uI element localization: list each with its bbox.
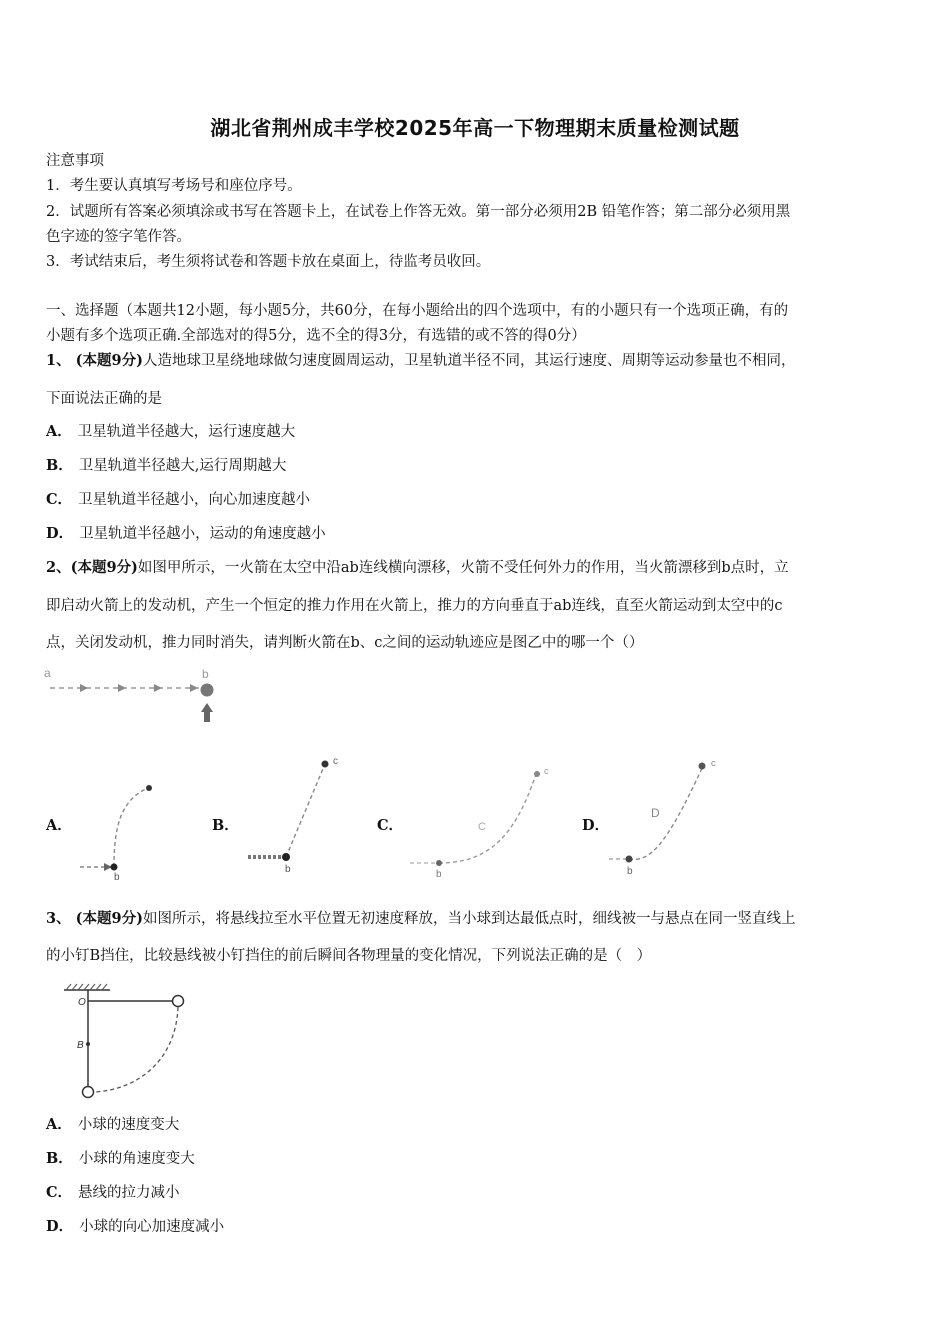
curve-label: D bbox=[651, 806, 660, 820]
point-c-label: c bbox=[333, 756, 338, 767]
thrust-arrow-icon bbox=[201, 703, 213, 722]
notice-item: 2．试题所有答案必须填涂或书写在答题卡上，在试卷上作答无效。第一部分必须用2B 铅笔作答；第二部分必须用黑 bbox=[46, 204, 791, 220]
nail-b bbox=[86, 1042, 90, 1046]
arrow-icon bbox=[190, 684, 198, 692]
point-c-label: c bbox=[544, 766, 549, 776]
option-letter: D． bbox=[46, 1218, 74, 1235]
question-1-option-d[interactable] bbox=[46, 524, 326, 544]
trajectory-line bbox=[286, 764, 325, 857]
section-instructions: 一、选择题（本题共12小题，每小题5分，共60分，在每小题给出的四个选项中，有的小题只有一个选项正确，有的 bbox=[46, 303, 789, 319]
question-2-number: 2、(本题9分) bbox=[46, 559, 138, 576]
point-b-label: b bbox=[114, 872, 120, 882]
notice-item: 色字迹的签字笔作答。 bbox=[46, 229, 191, 245]
question-3-text: 如图所示，将悬线拉至水平位置无初速度释放，当小球到达最低点时，细线被一与悬点在同一竖直线上 bbox=[142, 911, 796, 927]
option-letter: B． bbox=[46, 1150, 73, 1167]
curve-label: C bbox=[478, 821, 486, 833]
option-text: 卫星轨道半径越大，运行速度越大 bbox=[77, 424, 296, 440]
question-2-stem bbox=[46, 558, 908, 578]
point-a-label: a bbox=[44, 666, 51, 680]
question-3-number: 3、 (本题9分) bbox=[46, 910, 143, 927]
trajectory-d bbox=[605, 754, 725, 878]
question-3-option-a[interactable] bbox=[46, 1115, 179, 1135]
option-text: 悬线的拉力减小 bbox=[78, 1185, 180, 1201]
point-b-label: b bbox=[285, 864, 291, 875]
rocket-icon bbox=[201, 684, 214, 697]
option-text: 卫星轨道半径越大,运行周期越大 bbox=[78, 458, 287, 474]
trajectory-curve bbox=[439, 774, 536, 863]
question-3-stem-cont: 的小钉B挡住，比较悬线被小钉挡住的前后瞬间各物理量的变化情况，下列说法正确的是（ ） bbox=[46, 948, 652, 964]
question-1-option-c[interactable] bbox=[46, 490, 310, 510]
point-b-label: b bbox=[627, 866, 633, 877]
trajectory-curve bbox=[629, 766, 703, 859]
question-1-number: 1、 (本题9分) bbox=[46, 352, 143, 369]
point-b-marker bbox=[282, 853, 290, 861]
option-letter: C． bbox=[46, 1184, 73, 1201]
question-2-stem-cont: 点，关闭发动机，推力同时消失，请判断火箭在b、c之间的运动轨迹应是图乙中的哪一个（） bbox=[46, 635, 644, 651]
question-2-stem-cont: 即启动火箭上的发动机，产生一个恒定的推力作用在火箭上，推力的方向垂直于ab连线，直至火箭运动到太空中的c bbox=[46, 598, 783, 614]
question-2-option-c[interactable]: C． bbox=[377, 817, 404, 834]
point-b-marker bbox=[111, 864, 118, 871]
arrow-icon bbox=[118, 684, 126, 692]
question-1-stem-cont: 下面说法正确的是 bbox=[46, 391, 162, 407]
option-text: 卫星轨道半径越小，运动的角速度越小 bbox=[79, 526, 326, 542]
question-2-text: 如图甲所示，一火箭在太空中沿ab连线横向漂移，火箭不受任何外力的作用，当火箭漂移到b点时，立 bbox=[137, 560, 789, 576]
question-1-option-b[interactable] bbox=[46, 456, 286, 476]
option-letter: C． bbox=[46, 491, 73, 508]
question-2-option-b[interactable]: B． bbox=[212, 817, 239, 834]
option-letter: A． bbox=[46, 423, 72, 440]
ball-start bbox=[173, 996, 184, 1007]
question-1-stem bbox=[46, 351, 908, 371]
ball-bottom bbox=[83, 1087, 94, 1098]
point-c-marker bbox=[146, 785, 152, 791]
option-letter: B． bbox=[46, 457, 73, 474]
trajectory-b bbox=[244, 752, 344, 876]
notice-item: 1．考生要认真填写考场号和座位序号。 bbox=[46, 178, 302, 194]
point-b-label: B bbox=[77, 1040, 84, 1051]
point-c-label: c bbox=[711, 758, 716, 768]
arrow-icon bbox=[80, 684, 88, 692]
figure-rocket-drift bbox=[40, 662, 230, 728]
page-title: 湖北省荆州成丰学校2025年高一下物理期末质量检测试题 bbox=[210, 116, 740, 140]
point-o-label: O bbox=[78, 997, 86, 1008]
point-b-marker bbox=[626, 856, 633, 863]
trajectory-curve bbox=[114, 788, 148, 867]
notice-item: 3．考试结束后，考生须将试卷和答题卡放在桌面上，待监考员收回。 bbox=[46, 254, 491, 270]
figure-pendulum bbox=[58, 980, 198, 1104]
option-letter: D． bbox=[46, 525, 74, 542]
arrow-icon bbox=[154, 684, 162, 692]
swing-arc bbox=[94, 1007, 178, 1092]
question-1-text: 人造地球卫星绕地球做匀速度圆周运动，卫星轨道半径不同，其运行速度、周期等运动参量也不相同， bbox=[142, 353, 796, 369]
question-2-option-d[interactable]: D． bbox=[582, 817, 610, 834]
option-text: 卫星轨道半径越小，向心加速度越小 bbox=[78, 492, 311, 508]
point-b-marker bbox=[436, 860, 442, 866]
point-c-marker bbox=[534, 771, 540, 777]
point-b-label: b bbox=[436, 869, 442, 880]
point-b-label: b bbox=[202, 667, 209, 681]
question-3-stem bbox=[46, 909, 908, 929]
trajectory-a bbox=[76, 778, 176, 882]
notice-heading: 注意事项 bbox=[46, 153, 104, 169]
section-instructions: 小题有多个选项正确.全部选对的得5分，选不全的得3分，有选错的或不答的得0分） bbox=[46, 328, 586, 344]
question-1-option-a[interactable] bbox=[46, 422, 295, 442]
ceiling-hatch bbox=[66, 984, 107, 990]
question-2-option-a[interactable]: A． bbox=[46, 817, 72, 834]
option-letter: A． bbox=[46, 1116, 72, 1133]
question-3-option-c[interactable] bbox=[46, 1183, 180, 1203]
option-text: 小球的角速度变大 bbox=[78, 1151, 195, 1167]
option-text: 小球的向心加速度减小 bbox=[79, 1219, 225, 1235]
question-3-option-b[interactable] bbox=[46, 1149, 195, 1169]
point-c-marker bbox=[699, 763, 706, 770]
trajectory-c bbox=[406, 762, 556, 880]
question-3-option-d[interactable] bbox=[46, 1217, 224, 1237]
option-text: 小球的速度变大 bbox=[77, 1117, 180, 1133]
point-c-marker bbox=[322, 761, 329, 768]
